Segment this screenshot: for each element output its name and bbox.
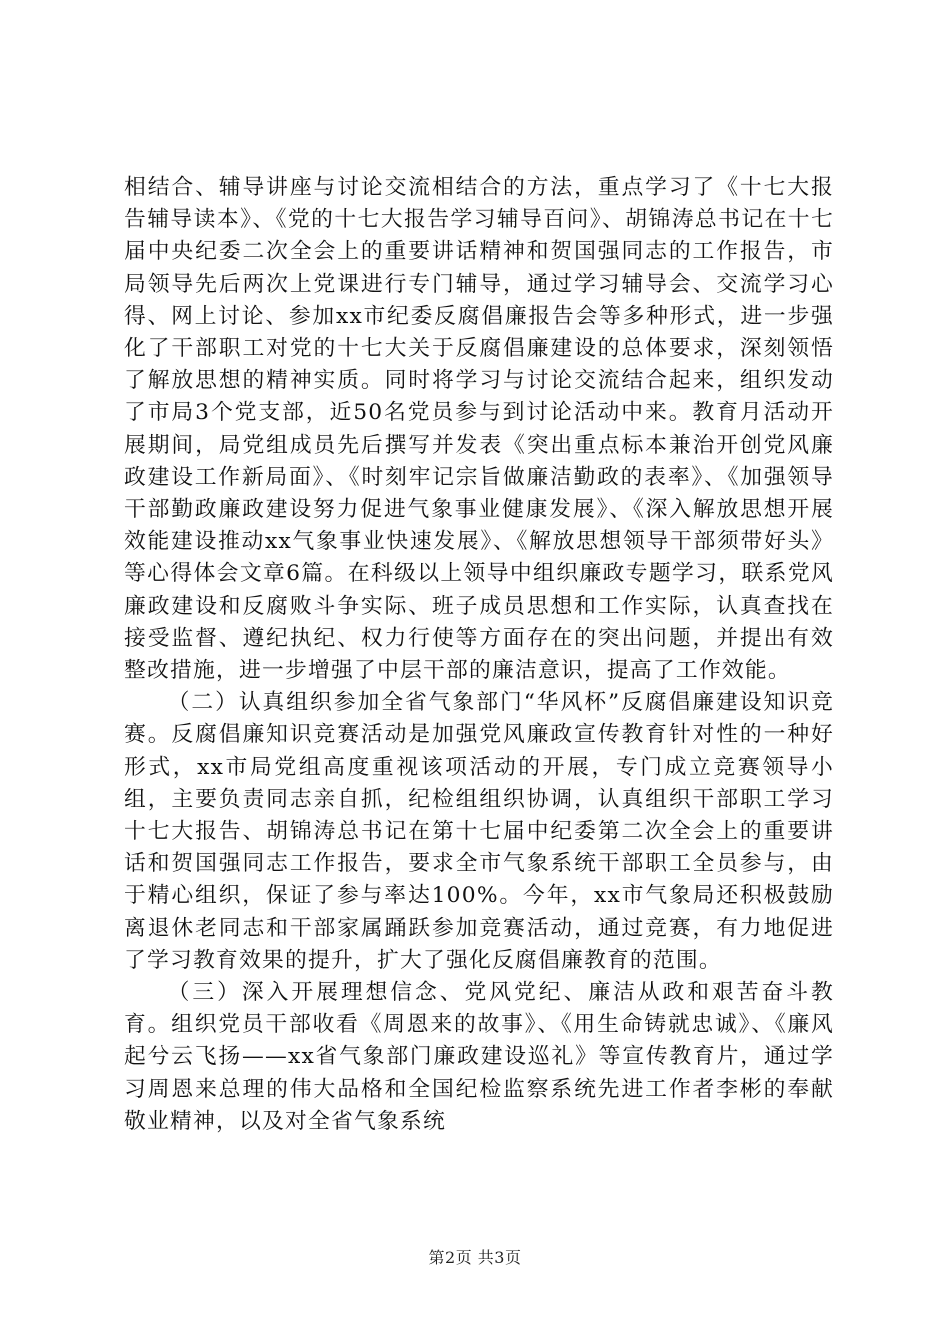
paragraph-section-2: （二）认真组织参加全省气象部门“华风杯”反腐倡廉建设知识竞赛。反腐倡廉知识竞赛活动是加强党风廉政宣传教育针对性的一种好形式，xx市局党组高度重视该项活动的开展，专门成立竞赛领导小组，主要负责同志亲自抓，纪检组组织协调，认真组织干部职工学习十七大报告、胡锦涛总书记在第十七届中纪委第二次全会上的重要讲话和贺国强同志工作报告，要求全市气象系统干部职工全员参与，由于精心组织，保证了参与率达100%。今年，xx市气象局还积极鼓励离退休老同志和干部家属踊跃参加竞赛活动，通过竞赛，有力地促进了学习教育效果的提升，扩大了强化反腐倡廉教育的范围。 xyxy=(124,690,834,973)
paragraph-section-3: （三）深入开展理想信念、党风党纪、廉洁从政和艰苦奋斗教育。组织党员干部收看《周恩来的故事》、《用生命铸就忠诚》、《廉风起兮云飞扬——xx省气象部门廉政建设巡礼》等宣传教育片，通过学习周恩来总理的伟大品格和全国纪检监察系统先进工作者李彬的奉献敬业精神，以及对全省气象系统 xyxy=(124,980,834,1134)
page-number-footer: 第2页 共3页 xyxy=(428,1248,522,1267)
document-body xyxy=(124,172,834,1138)
paragraph-continued: 相结合、辅导讲座与讨论交流相结合的方法，重点学习了《十七大报告辅导读本》、《党的十七大报告学习辅导百问》、胡锦涛总书记在十七届中央纪委二次全会上的重要讲话精神和贺国强同志的工作报告，市局领导先后两次上党课进行专门辅导，通过学习辅导会、交流学习心得、网上讨论、参加xx市纪委反腐倡廉报告会等多种形式，进一步强化了干部职工对党的十七大关于反腐倡廉建设的总体要求，深刻领悟了解放思想的精神实质。同时将学习与讨论交流结合起来，组织发动了市局3个党支部，近50名党员参与到讨论活动中来。教育月活动开展期间，局党组成员先后撰写并发表《突出重点标本兼治开创党风廉政建设工作新局面》、《时刻牢记宗旨做廉洁勤政的表率》、《加强领导干部勤政廉政建设努力促进气象事业健康发展》、《深入解放思想开展效能建设推动xx气象事业快速发展》、《解放思想领导干部须带好头》等心得体会文章6篇。在科级以上领导中组织廉政专题学习，联系党风廉政建设和反腐败斗争实际、班子成员思想和工作实际，认真查找在接受监督、遵纪执纪、权力行使等方面存在的突出问题，并提出有效整改措施，进一步增强了中层干部的廉洁意识，提高了工作效能。 xyxy=(124,175,834,684)
